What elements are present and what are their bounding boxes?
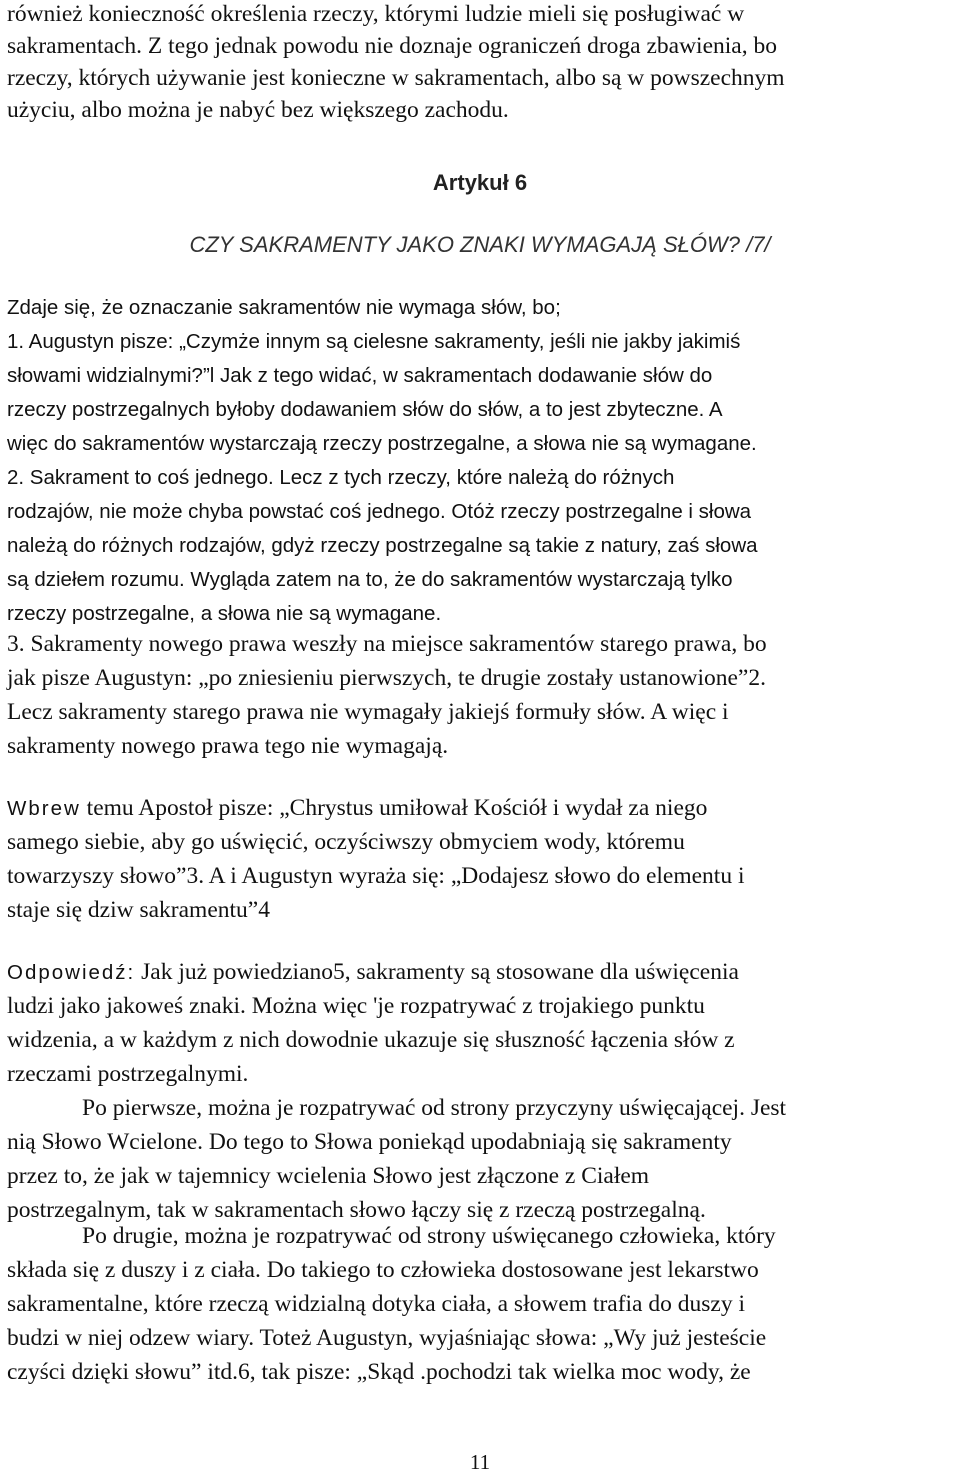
objection-line: 2. Sakrament to coś jednego. Lecz z tych rzeczy, które należą do różnych: [7, 466, 675, 489]
response-line: ludzi jako jakoweś znaki. Można więc 'je rozpatrywać z trojakiego punktu: [7, 993, 705, 1019]
objection-line: rzeczy postrzegalne, a słowa nie są wymagane.: [7, 602, 442, 625]
article-subtitle: CZY SAKRAMENTY JAKO ZNAKI WYMAGAJĄ SŁÓW? /7/: [189, 232, 771, 257]
response-label: Odpowiedź:: [7, 961, 136, 984]
objection-line: jak pisze Augustyn: „po zniesieniu pierwszych, te drugie zostały ustanowione”2.: [7, 665, 766, 691]
contrary-line: staje się dziw sakramentu”4: [7, 897, 270, 923]
response-line: rzeczami postrzegalnymi.: [7, 1061, 249, 1087]
article-heading: Artykuł 6: [432, 170, 528, 195]
objection-line: należą do różnych rodzajów, gdyż rzeczy postrzegalne są takie z natury, zaś słowa: [7, 534, 758, 557]
objection-line: rodzajów, nie może chyba powstać coś jednego. Otóż rzeczy postrzegalne i słowa: [7, 500, 752, 523]
response-line: postrzegalnym, tak w sakramentach słowo łączy się z rzeczą postrzegalną.: [7, 1197, 706, 1223]
objections-intro: Zdaje się, że oznaczanie sakramentów nie wymaga słów, bo;: [7, 296, 561, 319]
contrary-first-text: temu Apostoł pisze: „Chrystus umiłował Kościół i wydał za niego: [80, 795, 708, 821]
paragraph-line: również konieczność określenia rzeczy, którymi ludzie mieli się posługiwać w: [7, 1, 745, 27]
objection-line: słowami widzialnymi?”l Jak z tego widać, w sakramentach dodawanie słów do: [7, 364, 713, 387]
response-line: Po pierwsze, można je rozpatrywać od strony przyczyny uświęcającej. Jest: [82, 1095, 787, 1121]
response-line: nią Słowo Wcielone. Do tego to Słowa poniekąd upodabniają się sakramenty: [7, 1129, 732, 1155]
page-number: 11: [469, 1450, 491, 1474]
response-line: Po drugie, można je rozpatrywać od strony uświęcanego człowieka, który: [82, 1223, 776, 1249]
objection-line: Lecz sakramenty starego prawa nie wymagały jakiejś formuły słów. A więc i: [7, 699, 729, 725]
response-line: sakramentalne, które rzeczą widzialną dotyka ciała, a słowem trafia do duszy i: [7, 1291, 745, 1317]
response-line: widzenia, a w każdym z nich dowodnie ukazuje się słuszność łączenia słów z: [7, 1027, 735, 1053]
paragraph-line: sakramentach. Z tego jednak powodu nie doznaje ograniczeń droga zbawienia, bo: [7, 33, 777, 59]
response-first-line: [7, 956, 739, 989]
contrary-line: towarzyszy słowo”3. A i Augustyn wyraża się: „Dodajesz słowo do elementu i: [7, 863, 745, 889]
objection-line: rzeczy postrzegalnych byłoby dodawaniem słów do słów, a to jest zbyteczne. A: [7, 398, 723, 421]
objection-line: 1. Augustyn pisze: „Czymże innym są cielesne sakramenty, jeśli nie jakby jakimiś: [7, 330, 741, 353]
response-first-text: Jak już powiedziano5, sakramenty są stosowane dla uświęcenia: [135, 959, 739, 985]
paragraph-line: rzeczy, których używanie jest konieczne w sakramentach, albo są w powszechnym: [7, 65, 785, 91]
objection-line: więc do sakramentów wystarczają rzeczy postrzegalne, a słowa nie są wymagane.: [7, 432, 757, 455]
response-line: budzi w niej odzew wiary. Toteż Augustyn, wyjaśniając słowa: „Wy już jesteście: [7, 1325, 767, 1351]
contrary-label: Wbrew: [7, 797, 81, 820]
objection-line: są dziełem rozumu. Wygląda zatem na to, że do sakramentów wystarczają tylko: [7, 568, 733, 591]
paragraph-line: użyciu, albo można je nabyć bez większego zachodu.: [7, 97, 509, 123]
objection-line: sakramenty nowego prawa tego nie wymagają.: [7, 733, 449, 759]
response-line: składa się z duszy i z ciała. Do takiego to człowieka dostosowane jest lekarstwo: [7, 1257, 759, 1283]
response-line: przez to, że jak w tajemnicy wcielenia Słowo jest złączone z Ciałem: [7, 1163, 650, 1189]
contrary-first-line: [7, 792, 707, 825]
contrary-line: samego siebie, aby go uświęcić, oczyściwszy obmyciem wody, któremu: [7, 829, 685, 855]
objection-line: 3. Sakramenty nowego prawa weszły na miejsce sakramentów starego prawa, bo: [7, 631, 767, 657]
response-line: czyści dzięki słowu” itd.6, tak pisze: „Skąd .pochodzi tak wielka moc wody, że: [7, 1359, 751, 1385]
